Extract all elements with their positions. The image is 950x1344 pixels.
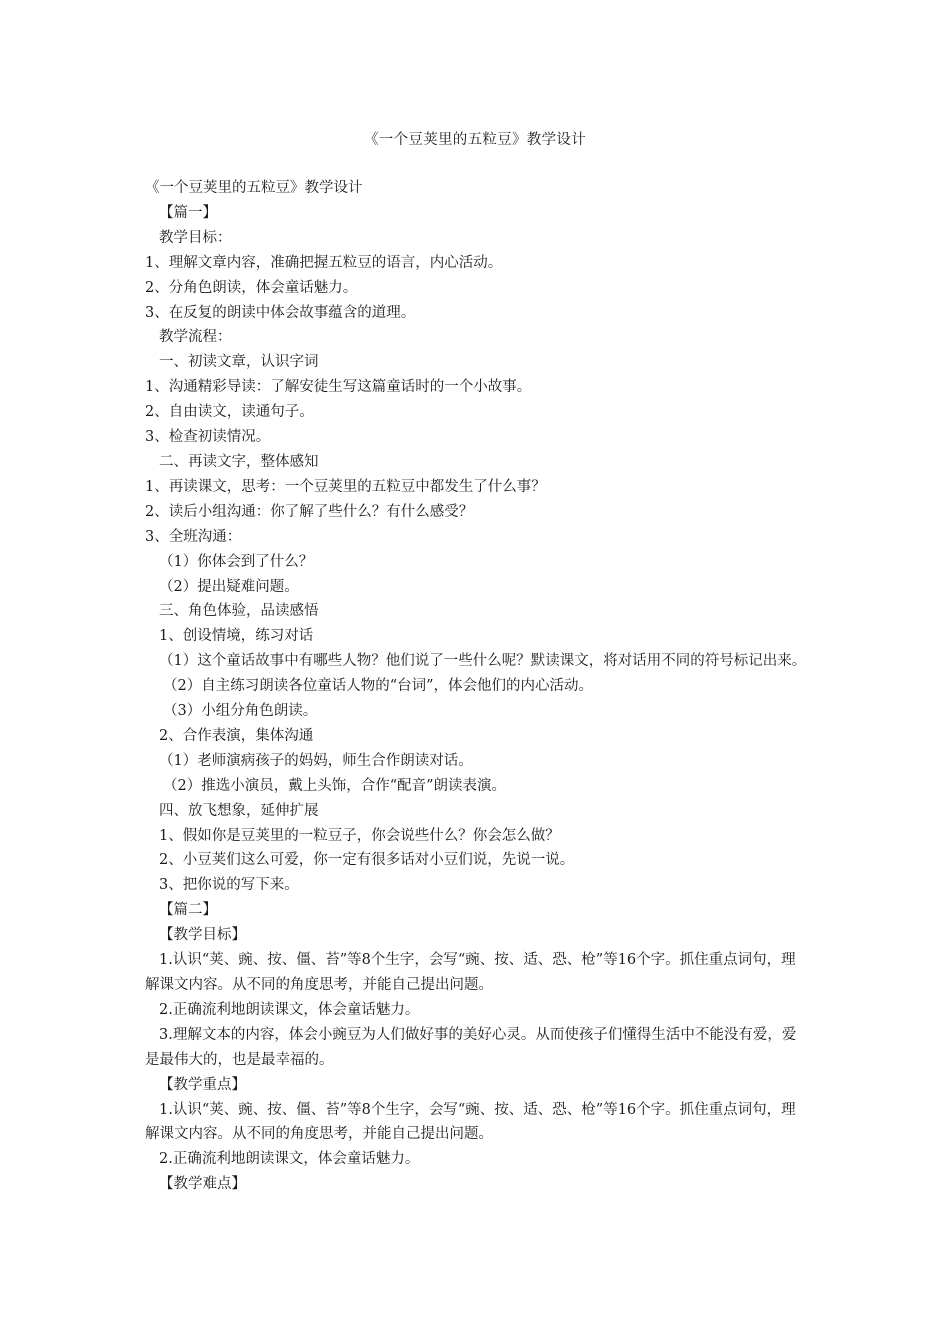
body-line: 教学目标： xyxy=(159,229,232,246)
body-line: （2）自主练习朗读各位童话人物的“台词”，体会他们的内心活动。 xyxy=(163,678,594,695)
body-line: 2、小豆荚们这么可爱，你一定有很多话对小豆们说，先说一说。 xyxy=(159,852,575,869)
body-line: 《一个豆荚里的五粒豆》教学设计 xyxy=(145,180,363,196)
body-line: 二、再读文字，整体感知 xyxy=(159,453,319,470)
body-line: （2）提出疑难问题。 xyxy=(159,578,299,595)
body-line: 四、放飞想象，延伸扩展 xyxy=(159,802,319,819)
body-line: 【教学难点】 xyxy=(159,1176,246,1193)
body-line: 3、在反复的朗读中体会故事蕴含的道理。 xyxy=(145,304,416,321)
document-title: 《一个豆荚里的五粒豆》教学设计 xyxy=(364,132,586,148)
body-line: 2.正确流利地朗读课文，体会童话魅力。 xyxy=(159,1151,420,1168)
body-line: 一、初读文章，认识字词 xyxy=(159,354,319,371)
body-line: 1、再读课文，思考：一个豆荚里的五粒豆中都发生了什么事？ xyxy=(145,478,546,495)
body-line: （1）这个童话故事中有哪些人物？他们说了一些什么呢？默读课文，将对话用不同的符号标记出来。 xyxy=(159,653,807,670)
document-body xyxy=(145,176,810,1197)
body-line: 3.理解文本的内容，体会小豌豆为人们做好事的美好心灵。从而使孩子们懂得生活中不能没有爱，爱是最伟大的，也是最幸福的。 xyxy=(145,1026,797,1068)
body-line: 教学流程： xyxy=(159,329,232,346)
body-line: （1）你体会到了什么？ xyxy=(159,553,314,570)
body-line: 1、假如你是豆荚里的一粒豆子，你会说些什么？你会怎么做？ xyxy=(159,827,560,844)
body-line: 1、创设情境，练习对话 xyxy=(159,628,314,645)
body-line: 1.认识“荚、豌、按、僵、苔”等8个生字，会写“豌、按、适、恐、枪”等16个字。抓住重点词句，理解课文内容。从不同的角度思考，并能自己提出问题。 xyxy=(145,952,796,993)
body-line: 2、分角色朗读，体会童话魅力。 xyxy=(145,279,358,296)
body-line: 【教学目标】 xyxy=(159,927,246,944)
body-line: 【篇一】 xyxy=(159,204,217,221)
body-line: 3、把你说的写下来。 xyxy=(159,877,299,894)
body-line: 3、全班沟通： xyxy=(145,528,242,545)
body-line: （3）小组分角色朗读。 xyxy=(163,703,318,720)
body-line: 1、理解文章内容，准确把握五粒豆的语言，内心活动。 xyxy=(145,254,503,271)
body-line: 【篇二】 xyxy=(159,902,217,919)
body-line: 2、读后小组沟通：你了解了些什么？有什么感受？ xyxy=(145,503,474,520)
body-line: （1）老师演病孩子的妈妈，师生合作朗读对话。 xyxy=(159,752,473,769)
body-line: 2、自由读文，读通句子。 xyxy=(145,404,314,421)
body-line: 3、检查初读情况。 xyxy=(145,429,271,446)
body-line: （2）推选小演员，戴上头饰，合作“配音”朗读表演。 xyxy=(163,777,507,794)
body-line: 三、角色体验，品读感悟 xyxy=(159,603,319,620)
body-line: 1、沟通精彩导读：了解安徒生写这篇童话时的一个小故事。 xyxy=(145,379,532,396)
body-line: 1.认识“荚、豌、按、僵、苔”等8个生字，会写“豌、按、适、恐、枪”等16个字。抓住重点词句，理解课文内容。从不同的角度思考，并能自己提出问题。 xyxy=(145,1101,796,1143)
body-line: 2、合作表演，集体沟通 xyxy=(159,727,314,744)
body-line: 【教学重点】 xyxy=(159,1076,246,1093)
body-line: 2.正确流利地朗读课文，体会童话魅力。 xyxy=(159,1001,420,1018)
